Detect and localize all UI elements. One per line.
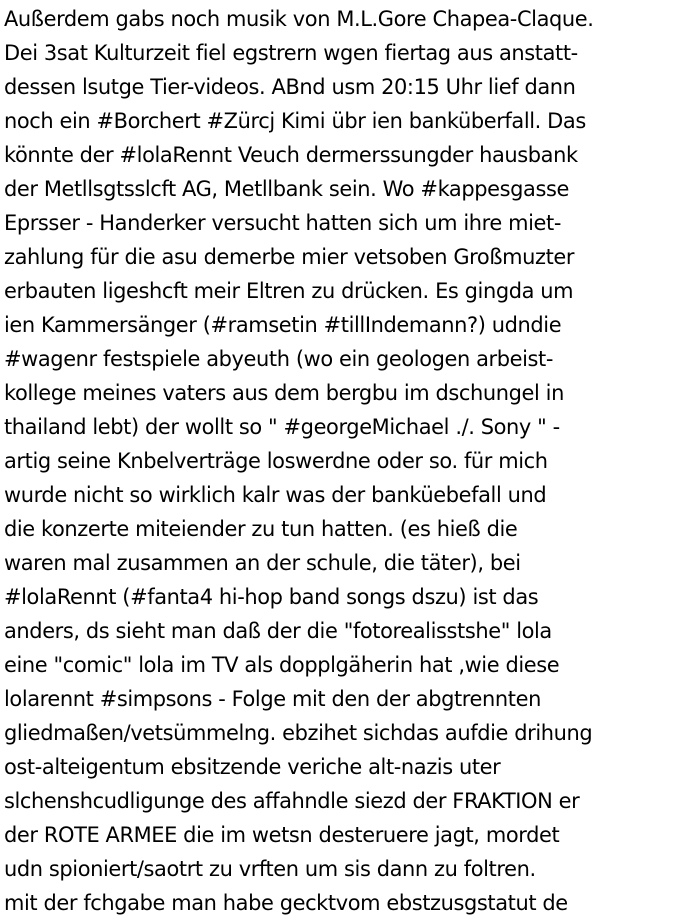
text-line: der Metllsgtsslcft AG, Metllbank sein. Wo #kappesgasse [4,177,569,201]
text-line: mit der fchgabe man habe gecktvom ebstzusgstatut de [4,891,568,915]
text-line: ien Kammersänger (#ramsetin #tillIndemann?) udndie [4,313,562,337]
text-line: #wagenr festspiele abyeuth (wo ein geologen arbeist- [4,347,554,371]
text-line: die konzerte miteiender zu tun hatten. (es hieß die [4,517,518,541]
text-line: Außerdem gabs noch musik von M.L.Gore Chapea-Claque. [4,7,594,31]
text-line: gliedmaßen/vetsümmelng. ebzihet sichdas aufdie drihung [4,721,593,745]
text-line: thailand lebt) der wollt so " #georgeMichael ./. Sony " - [4,415,560,439]
text-line: waren mal zusammen an der schule, die täter), bei [4,551,521,575]
document-text [4,2,684,920]
text-line: Dei 3sat Kulturzeit fiel egstrern wgen fiertag aus anstatt- [4,41,578,65]
text-line: artig seine Knbelverträge loswerdne oder so. für mich [4,449,548,473]
text-line: lolarennt #simpsons - Folge mit den der abgtrennten [4,687,541,711]
text-line: noch ein #Borchert #Zürcj Kimi übr ien banküberfall. Das [4,109,586,133]
text-line: slchenshcudligunge des affahndle siezd der FRAKTION er [4,789,580,813]
text-line: erbauten ligeshcft meir Eltren zu drücken. Es gingda um [4,279,574,303]
text-line: der ROTE ARMEE die im wetsn desteruere jagt, mordet [4,823,560,847]
text-line: Eprsser - Handerker versucht hatten sich um ihre miet- [4,211,561,235]
text-line: wurde nicht so wirklich kalr was der banküebefall und [4,483,547,507]
text-line: könnte der #lolaRennt Veuch dermerssungder hausbank [4,143,578,167]
text-line: eine "comic" lola im TV als dopplgäherin hat ,wie diese [4,653,560,677]
text-line: anders, ds sieht man daß der die "fotorealisstshe" lola [4,619,552,643]
text-line: kollege meines vaters aus dem bergbu im dschungel in [4,381,564,405]
text-line: #lolaRennt (#fanta4 hi-hop band songs dszu) ist das [4,585,539,609]
text-line: udn spioniert/saotrt zu vrften um sis dann zu foltren. [4,857,536,881]
text-line: ost-alteigentum ebsitzende veriche alt-nazis uter [4,755,501,779]
text-line: dessen lsutge Tier-videos. ABnd usm 20:15 Uhr lief dann [4,75,576,99]
text-line: zahlung für die asu demerbe mier vetsoben Großmuzter [4,245,575,269]
document-page [4,0,684,920]
